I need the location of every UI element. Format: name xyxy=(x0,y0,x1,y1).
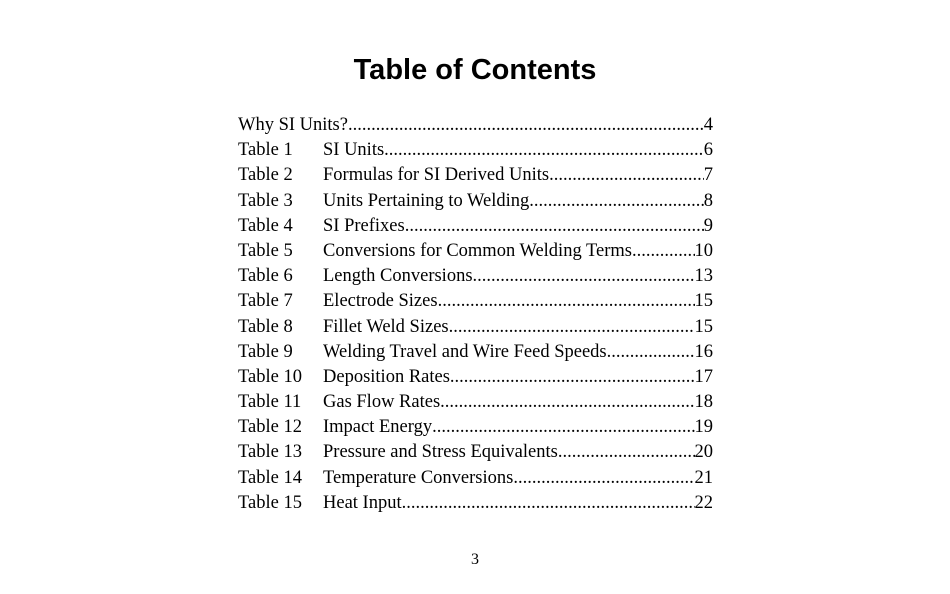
toc-entry-table-12[interactable] xyxy=(238,415,713,440)
toc-leader-dots xyxy=(348,113,704,138)
toc-leader-dots xyxy=(607,340,695,365)
toc-entry-title: Pressure and Stress Equivalents xyxy=(323,442,558,463)
toc-leader-dots xyxy=(384,138,704,163)
toc-leader-dots xyxy=(432,415,694,440)
toc-entry-title: Why SI Units? xyxy=(238,115,348,135)
toc-entry-number: Table 6 xyxy=(238,266,293,287)
toc-entry-title: Temperature Conversions xyxy=(323,467,514,488)
toc-entry-table-5[interactable] xyxy=(238,239,713,264)
toc-entry-title: Fillet Weld Sizes xyxy=(323,316,449,337)
toc-entry-number: Table 5 xyxy=(238,240,293,261)
toc-entry-table-11[interactable] xyxy=(238,390,713,415)
toc-entry-number: Table 11 xyxy=(238,392,302,413)
toc-entry-number: Table 10 xyxy=(238,366,302,387)
toc-entry-table-3[interactable] xyxy=(238,189,713,214)
toc-entry-number: Table 13 xyxy=(238,442,302,463)
toc-entry-why-si-units[interactable] xyxy=(238,113,713,138)
toc-entry-title: Formulas for SI Derived Units xyxy=(323,165,550,186)
toc-entry-title: Electrode Sizes xyxy=(323,291,438,312)
toc-entry-title: Gas Flow Rates xyxy=(323,392,441,413)
toc-entry-number: Table 9 xyxy=(238,341,293,362)
toc-entry-table-4[interactable] xyxy=(238,214,713,239)
toc-entry-page: 19 xyxy=(694,417,713,438)
toc-entry-title: Units Pertaining to Welding xyxy=(323,190,530,211)
toc-entry-title: SI Prefixes xyxy=(323,215,405,236)
toc-entry-page: 20 xyxy=(694,442,713,463)
toc-entry-number: Table 2 xyxy=(238,165,293,186)
toc-leader-dots xyxy=(449,315,695,340)
toc-entry-page: 15 xyxy=(694,316,713,337)
toc-leader-dots xyxy=(558,440,695,465)
toc-entry-page: 18 xyxy=(694,392,713,413)
toc-entry-number: Table 3 xyxy=(238,190,293,211)
toc-entry-title: Heat Input xyxy=(323,492,402,513)
toc-entry-page: 21 xyxy=(694,467,713,488)
toc-entry-number: Table 4 xyxy=(238,215,293,236)
toc-entry-number: Table 15 xyxy=(238,492,302,513)
toc-entry-page: 4 xyxy=(703,115,713,135)
toc-entry-table-14[interactable] xyxy=(238,466,713,491)
toc-entry-number: Table 12 xyxy=(238,417,302,438)
page-title: Table of Contents xyxy=(353,54,597,86)
toc-leader-dots xyxy=(513,466,694,491)
toc-leader-dots xyxy=(402,491,695,516)
toc-leader-dots xyxy=(632,239,695,264)
toc-entry-page: 9 xyxy=(703,215,713,236)
toc-entry-number: Table 1 xyxy=(238,140,293,161)
toc-entry-table-7[interactable] xyxy=(238,289,713,314)
toc-entry-title: Deposition Rates xyxy=(323,366,450,387)
toc-entry-table-1[interactable] xyxy=(238,138,713,163)
toc-leader-dots xyxy=(440,390,694,415)
toc-entry-page: 15 xyxy=(694,291,713,312)
toc-leader-dots xyxy=(473,264,695,289)
toc-entry-title: SI Units xyxy=(323,140,385,161)
toc-leader-dots xyxy=(529,189,703,214)
toc-leader-dots xyxy=(438,289,695,314)
toc-entry-page: 8 xyxy=(703,190,713,211)
toc-entry-title: Length Conversions xyxy=(323,266,473,287)
toc-entry-title: Welding Travel and Wire Feed Speeds xyxy=(323,341,607,362)
toc-entry-page: 13 xyxy=(694,266,713,287)
toc-entry-page: 10 xyxy=(694,240,713,261)
table-of-contents xyxy=(238,113,713,516)
toc-entry-page: 17 xyxy=(694,366,713,387)
toc-entry-page: 22 xyxy=(694,492,713,513)
toc-entry-table-2[interactable] xyxy=(238,163,713,188)
toc-entry-table-10[interactable] xyxy=(238,365,713,390)
toc-leader-dots xyxy=(405,214,704,239)
toc-entry-table-9[interactable] xyxy=(238,340,713,365)
toc-entry-table-15[interactable] xyxy=(238,491,713,516)
toc-entry-page: 7 xyxy=(703,165,713,186)
toc-entry-title: Conversions for Common Welding Terms xyxy=(323,240,632,261)
toc-entry-number: Table 14 xyxy=(238,467,302,488)
page-number: 3 xyxy=(471,551,479,568)
toc-entry-page: 6 xyxy=(703,140,713,161)
toc-entry-table-13[interactable] xyxy=(238,440,713,465)
toc-entry-number: Table 7 xyxy=(238,291,293,312)
toc-entry-table-6[interactable] xyxy=(238,264,713,289)
toc-leader-dots xyxy=(450,365,695,390)
toc-entry-table-8[interactable] xyxy=(238,315,713,340)
toc-leader-dots xyxy=(549,163,704,188)
toc-entry-page: 16 xyxy=(694,341,713,362)
toc-entry-number: Table 8 xyxy=(238,316,293,337)
toc-entry-title: Impact Energy xyxy=(323,417,433,438)
